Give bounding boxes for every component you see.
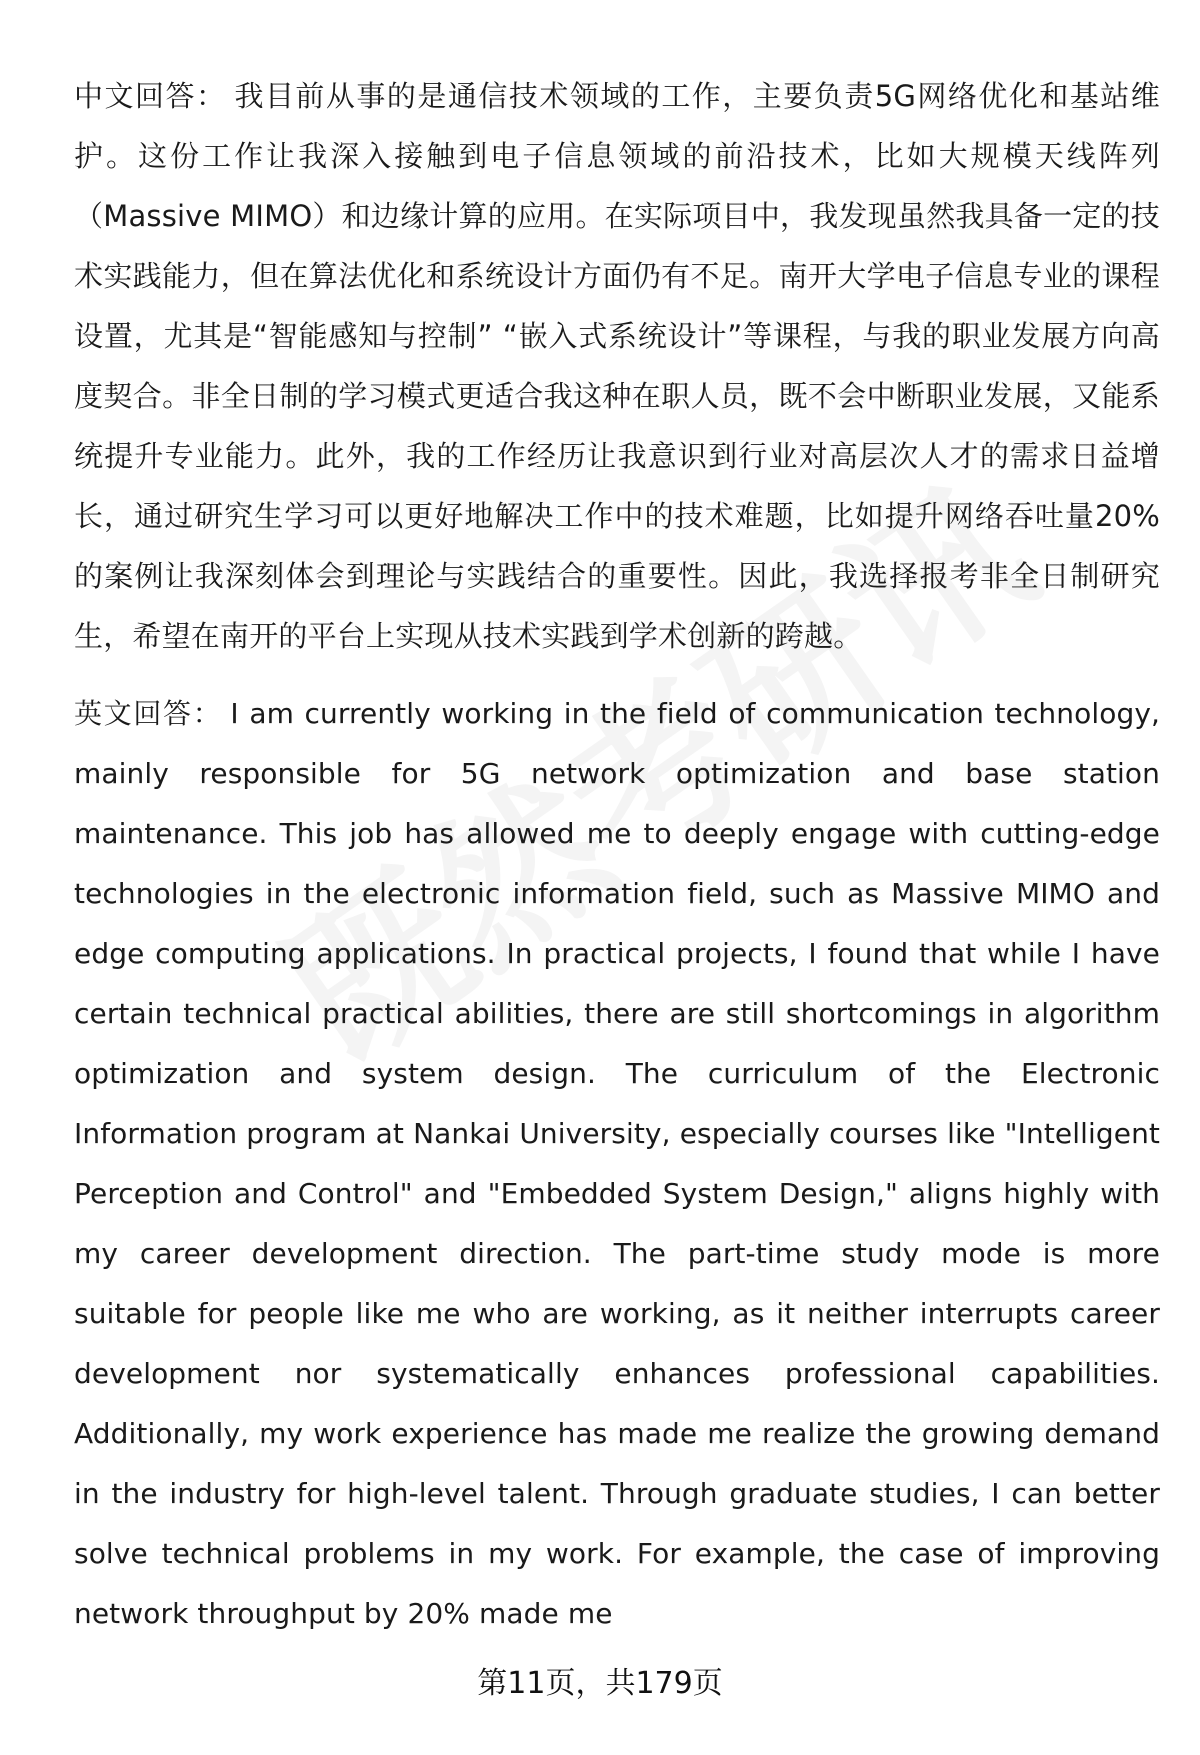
chinese-answer-paragraph xyxy=(74,66,1160,666)
page-number-footer: 第11页，共179页 xyxy=(477,1666,723,1701)
english-answer-paragraph xyxy=(74,684,1160,1644)
english-answer-text: I am currently working in the field of communication technology, mainly responsible for 5G network optimization and base station maintenance. This job has allowed me to deeply engage with cutting-edge technologies in the electronic information field, such as Massive MIMO and edge computing applications. In practical projects, I found that while I have certain technical practical abilities, there are still shortcomings in algorithm optimization and system design. The curriculum of the Electronic Information program at Nankai University, especially courses like "Intelligent Perception and Control" and "Embedded System Design," aligns highly with my career development direction. The part-time study mode is more suitable for people like me who are working, as it neither interrupts career development nor systematically enhances professional capabilities. Additionally, my work experience has made me realize the growing demand in the industry for high-level talent. Through graduate studies, I can better solve technical problems in my work. For example, the case of improving network throughput by 20% made me xyxy=(74,697,1160,1630)
chinese-answer-label: 中文回答： xyxy=(74,79,227,113)
chinese-answer-text: 我目前从事的是通信技术领域的工作，主要负责5G网络优化和基站维护。这份工作让我深入接触到电子信息领域的前沿技术，比如大规模天线阵列（Massive MIMO）和边缘计算的应用。在实际项目中，我发现虽然我具备一定的技术实践能力，但在算法优化和系统设计方面仍有不足。南开大学电子信息专业的课程设置，尤其是“智能感知与控制” “嵌入式系统设计”等课程，与我的职业发展方向高度契合。非全日制的学习模式更适合我这种在职人员，既不会中断职业发展，又能系统提升专业能力。此外，我的工作经历让我意识到行业对高层次人才的需求日益增长，通过研究生学习可以更好地解决工作中的技术难题，比如提升网络吞吐量20%的案例让我深刻体会到理论与实践结合的重要性。因此，我选择报考非全日制研究生，希望在南开的平台上实现从技术实践到学术创新的跨越。 xyxy=(74,79,1160,653)
english-answer-label: 英文回答： xyxy=(74,697,223,730)
page-content xyxy=(74,66,1160,1644)
